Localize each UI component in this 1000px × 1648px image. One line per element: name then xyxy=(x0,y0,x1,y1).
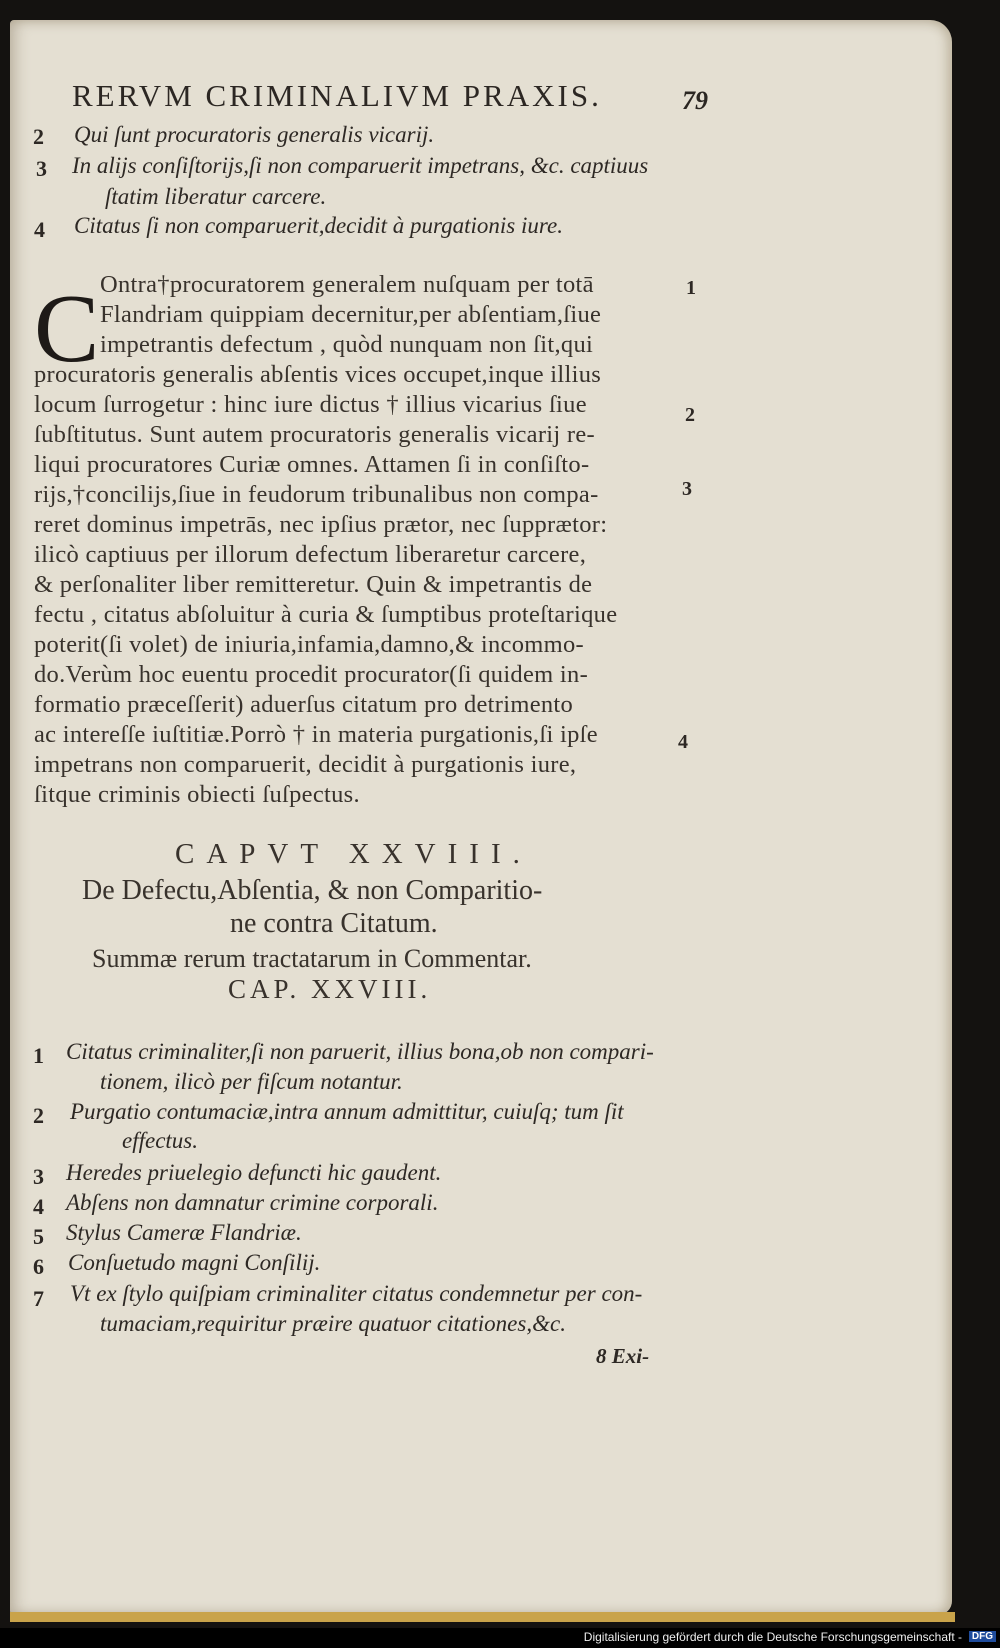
body-line: liqui procuratores Curiæ omnes. Attamen ſi in conſiſto- xyxy=(34,451,590,478)
body-line: ſitque criminis obiecti ſuſpectus. xyxy=(34,781,360,808)
body-line: reret dominus impetrās, nec ipſius prætor, nec ſupprætor: xyxy=(34,511,608,538)
summary-line: Purgatio contumaciæ,intra annum admittitur, cuiuſq; tum ſit xyxy=(70,1099,624,1124)
body-line: ſubſtitutus. Sunt autem procuratoris generalis vicarij re- xyxy=(34,421,596,448)
chapter-title-line: De Defectu,Abſentia, & non Comparitio- xyxy=(82,875,543,906)
body-line: rijs,†concilijs,ſiue in feudorum tribunalibus non compa- xyxy=(34,481,599,508)
margin-number: 2 xyxy=(685,404,695,426)
summary-number: 2 xyxy=(33,1103,44,1128)
body-line: impetrans non comparuerit, decidit à purgationis iure, xyxy=(34,751,577,778)
body-line: & perſonaliter liber remitteretur. Quin & impetrantis de xyxy=(34,571,593,598)
body-line: poterit(ſi volet) de iniuria,infamia,damno,& incommo- xyxy=(34,631,584,658)
body-line: ilicò captiuus per illorum defectum liberaretur carcere, xyxy=(34,541,587,568)
summary-line: effectus. xyxy=(122,1128,198,1153)
summary-number: 2 xyxy=(33,124,44,149)
drop-cap: C xyxy=(34,275,100,383)
book-page xyxy=(10,20,952,1615)
summary-line: Abſens non damnatur crimine corporali. xyxy=(66,1190,439,1215)
body-line: Ontra†procuratorem generalem nuſquam per totā xyxy=(100,271,594,298)
catchword: 8 Exi- xyxy=(596,1344,650,1368)
body-line: fectu , citatus abſoluitur à curia & ſumptibus proteſtarique xyxy=(34,601,618,628)
summary-number: 3 xyxy=(36,156,47,181)
footer-credit: Digitalisierung gefördert durch die Deutsche Forschungsgemeinschaft - xyxy=(583,1630,962,1644)
body-line: Flandriam quippiam decernitur,per abſentiam,ſiue xyxy=(100,301,602,328)
summary-line: Qui ſunt procuratoris generalis vicarij. xyxy=(74,122,435,147)
summary-number: 6 xyxy=(33,1254,44,1279)
body-line: do.Verùm hoc euentu procedit procurator(ſi quidem in- xyxy=(34,661,589,688)
summary-line: Heredes priuelegio defuncti hic gaudent. xyxy=(66,1160,442,1185)
summary-line: Citatus ſi non comparuerit,decidit à purgationis iure. xyxy=(74,213,563,238)
summary-heading: Summæ rerum tractatarum in Commentar. xyxy=(92,944,532,973)
summary-line: Conſuetudo magni Conſilij. xyxy=(68,1250,321,1275)
summary-line: tionem, ilicò per fiſcum notantur. xyxy=(100,1069,403,1094)
summary-line: tumaciam,requiritur præire quatuor citationes,&c. xyxy=(100,1311,566,1336)
summary-line: Stylus Cameræ Flandriæ. xyxy=(66,1220,302,1245)
summary-line: Citatus criminaliter,ſi non paruerit, illius bona,ob non compari- xyxy=(66,1039,654,1064)
summary-number: 4 xyxy=(34,217,45,242)
body-line: procuratoris generalis abſentis vices occupet,inque illius xyxy=(34,361,602,388)
margin-number: 1 xyxy=(686,277,696,299)
page-edge xyxy=(10,1612,955,1622)
cap-label: CAP. XXVIII. xyxy=(228,974,432,1004)
margin-number: 3 xyxy=(682,478,692,500)
summary-number: 7 xyxy=(33,1286,44,1311)
body-line: formatio præceſſerit) aduerſus citatum pro detrimento xyxy=(34,691,574,718)
dfg-logo: DFG xyxy=(969,1631,996,1642)
summary-number: 3 xyxy=(33,1164,44,1189)
body-line: locum ſurrogetur : hinc iure dictus † illius vicarius ſiue xyxy=(34,391,587,418)
chapter-heading: CAPVT XXVIII. xyxy=(175,838,532,870)
summary-number: 5 xyxy=(33,1224,44,1249)
body-line: impetrantis defectum , quòd nunquam non ſit,qui xyxy=(100,331,594,358)
footer-bar xyxy=(0,1628,1000,1648)
summary-line: Vt ex ſtylo quiſpiam criminaliter citatus condemnetur per con- xyxy=(70,1281,643,1306)
chapter-title-line: ne contra Citatum. xyxy=(230,908,438,939)
summary-number: 1 xyxy=(33,1043,44,1068)
body-line: ac intereſſe iuſtitiæ.Porrò † in materia purgationis,ſi ipſe xyxy=(34,721,598,748)
summary-line: In alijs conſiſtorijs,ſi non comparuerit impetrans, &c. captiuus xyxy=(72,153,649,178)
folio-number: 79 xyxy=(682,86,708,115)
summary-number: 4 xyxy=(33,1194,44,1219)
summary-line: ſtatim liberatur carcere. xyxy=(105,184,327,209)
running-title: RERVM CRIMINALIVM PRAXIS. xyxy=(72,78,602,113)
margin-number: 4 xyxy=(678,731,688,753)
